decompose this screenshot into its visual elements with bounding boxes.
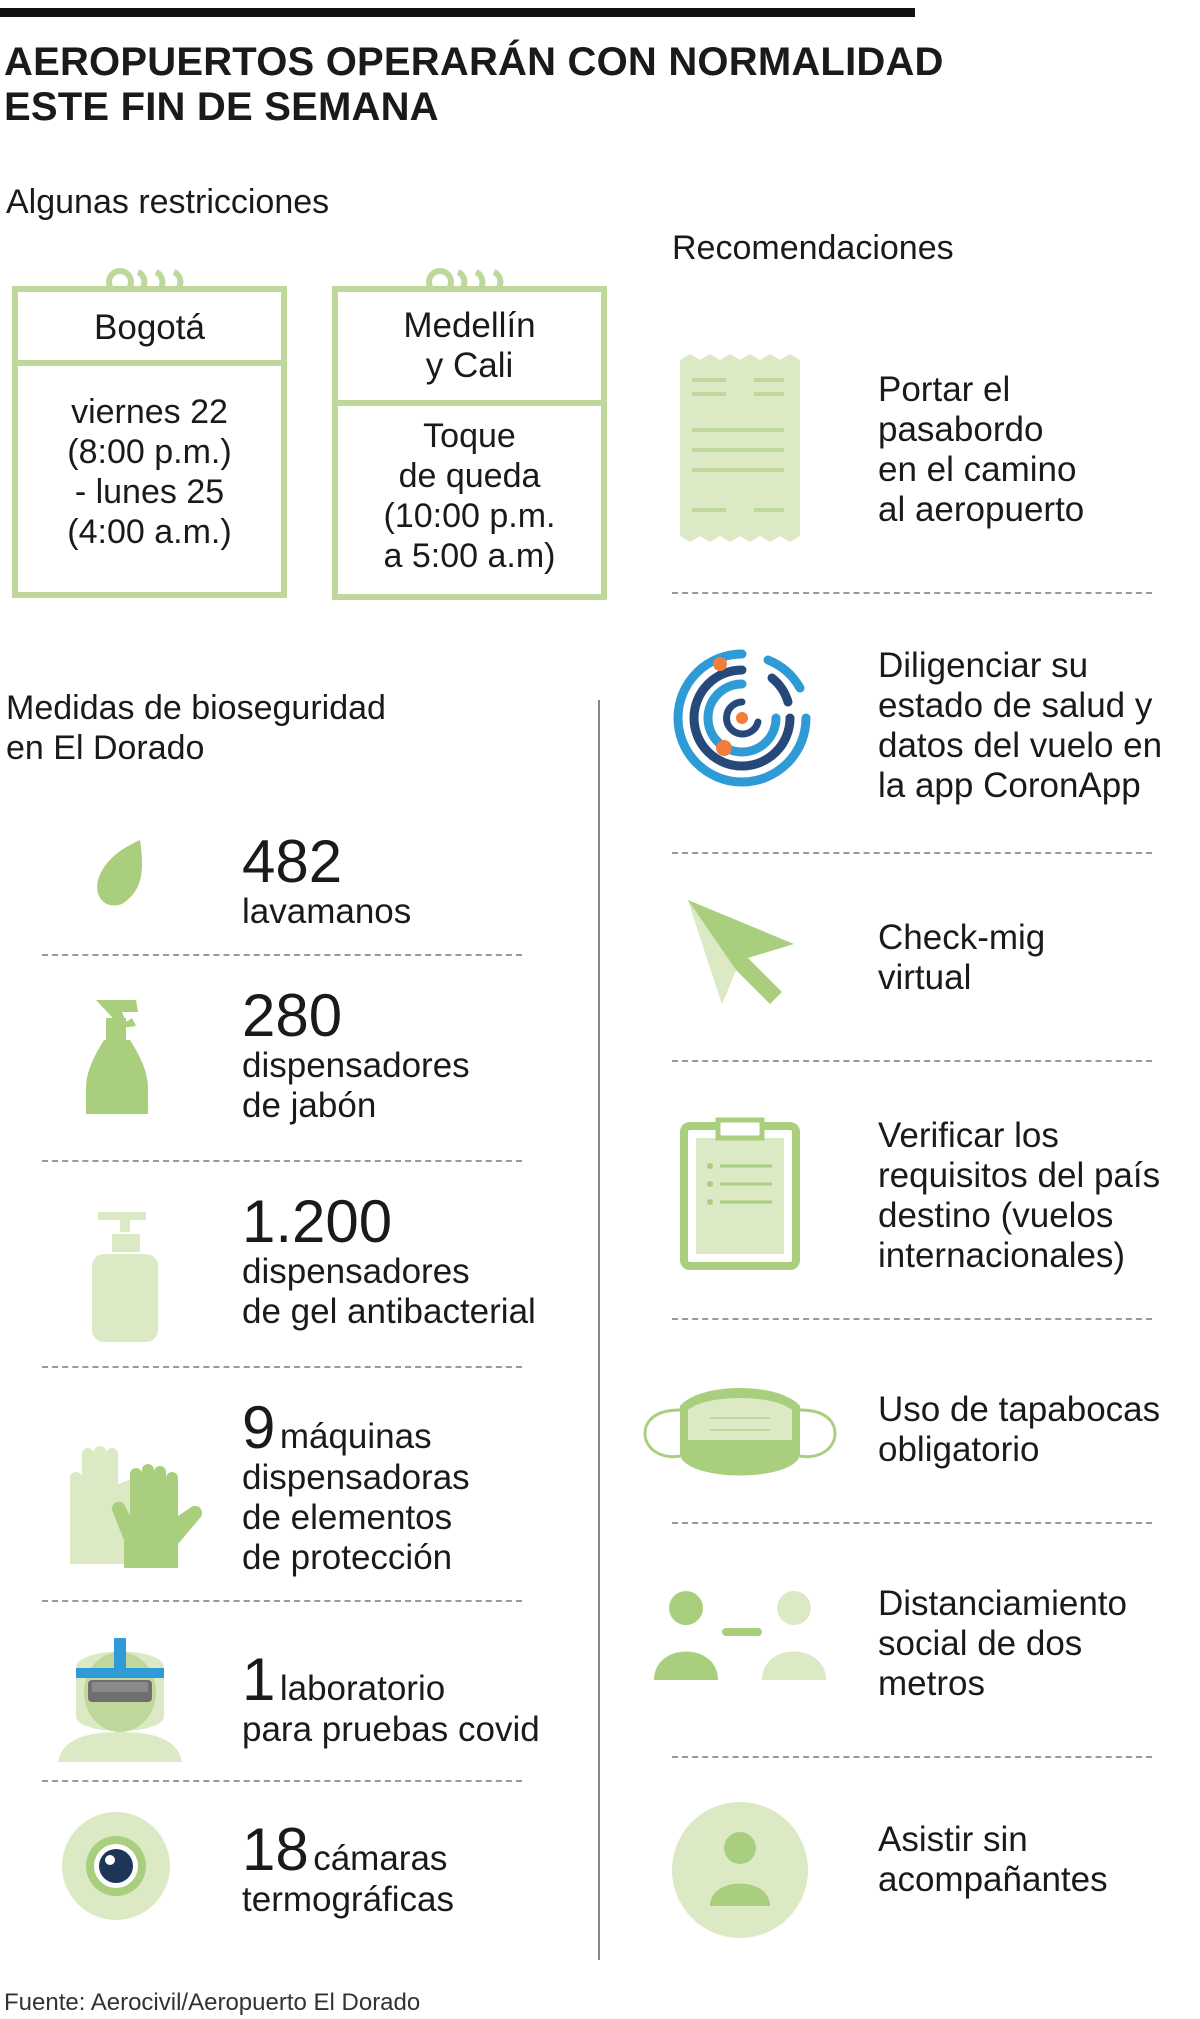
coronapp-icon [672, 648, 812, 788]
divider [672, 1060, 1152, 1062]
column-divider [598, 700, 600, 1960]
card-schedule: Toque de queda (10:00 p.m. a 5:00 a.m) [383, 417, 556, 575]
rec-sin-acompanantes: Asistir sin acompañantes [878, 1820, 1108, 1899]
rec-check-mig: Check-mig virtual [878, 918, 1046, 997]
boarding-pass-icon [680, 354, 800, 542]
divider [672, 1318, 1152, 1320]
stat-gel-antibacterial: 1.200 dispensadores de gel antibacterial [242, 1188, 536, 1331]
source-note: Fuente: Aerocivil/Aeropuerto El Dorado [4, 1989, 421, 2016]
card-city: Bogotá [18, 292, 281, 366]
restriction-card-medellin-cali [332, 268, 607, 600]
face-shield-icon [54, 1636, 186, 1762]
gloves-icon [66, 1444, 206, 1570]
clipboard-icon [680, 1118, 800, 1270]
divider [672, 592, 1152, 594]
person-icon [672, 1802, 808, 1938]
divider [42, 1160, 522, 1162]
distancing-icon [650, 1590, 830, 1682]
stat-laboratorio: 1 laboratorio para pruebas covid [242, 1646, 540, 1749]
spray-bottle-icon [82, 996, 152, 1118]
cursor-arrow-icon [686, 898, 798, 1006]
rec-pasabordo: Portar el pasabordo en el camino al aeropuerto [878, 370, 1085, 529]
stat-maquinas-proteccion: 9 máquinas dispensadoras de elementos de protección [242, 1394, 470, 1577]
divider [42, 1780, 522, 1782]
top-rule [0, 8, 915, 17]
water-drop-icon [92, 838, 148, 908]
card-schedule: viernes 22 (8:00 p.m.) - lunes 25 (4:00 a.m.) [67, 393, 232, 551]
restriction-card-bogota [12, 268, 287, 598]
rec-distanciamiento: Distanciamiento social de dos metros [878, 1584, 1127, 1703]
divider [42, 954, 522, 956]
rec-requisitos: Verificar los requisitos del país destino (vuelos internacionales) [878, 1116, 1161, 1275]
divider [672, 1756, 1152, 1758]
rec-coronapp: Diligenciar su estado de salud y datos del vuelo en la app CoronApp [878, 646, 1163, 805]
medidas-heading: Medidas de bioseguridad en El Dorado [6, 689, 386, 767]
face-mask-icon [640, 1380, 840, 1492]
divider [42, 1600, 522, 1602]
gel-dispenser-icon [86, 1208, 162, 1344]
stat-lavamanos: 482 lavamanos [242, 828, 412, 931]
stat-dispensadores-jabon: 280 dispensadores de jabón [242, 982, 470, 1125]
page-title: AEROPUERTOS OPERARÁN CON NORMALIDAD ESTE FIN DE SEMANA [4, 40, 944, 129]
divider [42, 1366, 522, 1368]
rec-tapabocas: Uso de tapabocas obligatorio [878, 1390, 1161, 1469]
stat-camaras: 18 cámaras termográficas [242, 1816, 455, 1919]
card-city: Medellín y Cali [338, 292, 601, 406]
recomendaciones-heading: Recomendaciones [672, 229, 954, 267]
divider [672, 852, 1152, 854]
thermal-camera-icon [60, 1810, 172, 1922]
restricciones-heading: Algunas restricciones [6, 183, 330, 221]
divider [672, 1522, 1152, 1524]
